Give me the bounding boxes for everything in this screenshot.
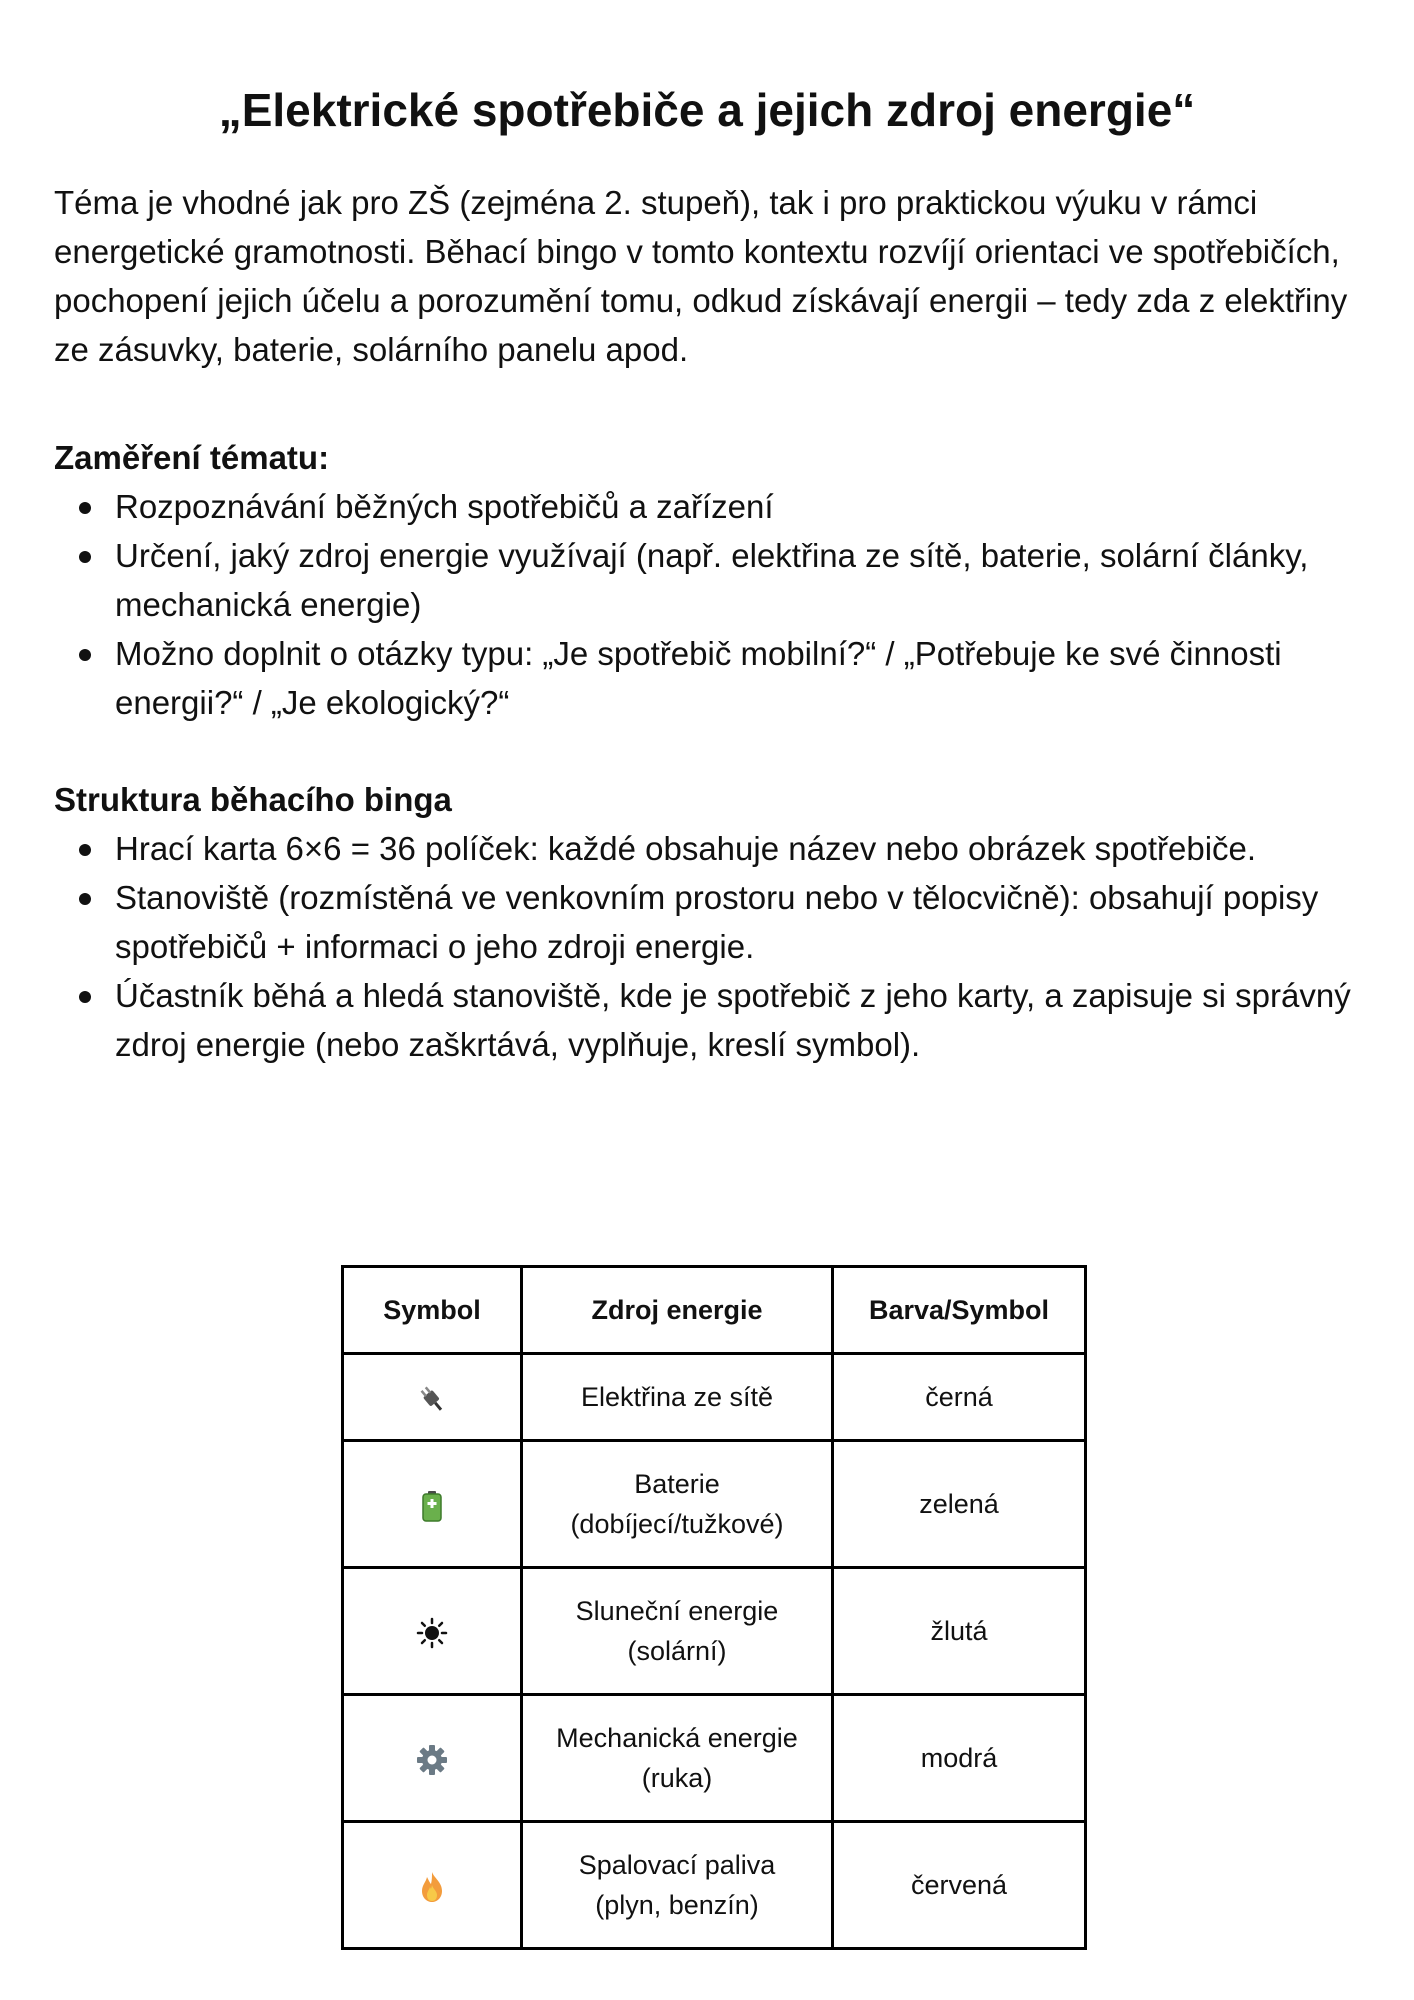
- list-item: [54, 531, 1374, 629]
- color-cell: černá: [833, 1354, 1086, 1441]
- table-row: [343, 1441, 1086, 1568]
- list-item-text: Stanoviště (rozmístěná ve venkovním prostoru nebo v tělocvičně): obsahují popisy spotřebičů + informaci o jeho zdroji energie.: [115, 879, 1319, 965]
- gear-icon: [416, 1744, 448, 1776]
- list-item-text: Možno doplnit o otázky typu: „Je spotřebič mobilní?“ / „Potřebuje ke své činnosti energii?“ / „Je ekologický?“: [115, 635, 1282, 721]
- symbol-cell: [343, 1354, 522, 1441]
- table-row: [343, 1822, 1086, 1949]
- color-cell: červená: [833, 1822, 1086, 1949]
- table-row: [343, 1354, 1086, 1441]
- header-color: Barva/Symbol: [833, 1267, 1086, 1354]
- symbol-cell: [343, 1441, 522, 1568]
- bullet-icon: [79, 502, 91, 514]
- source-cell: [522, 1354, 833, 1441]
- source-cell: [522, 1822, 833, 1949]
- sun-icon: [416, 1617, 448, 1649]
- source-sublabel: (dobíjecí/tužkové): [570, 1509, 784, 1539]
- source-sublabel: (solární): [627, 1636, 727, 1666]
- fire-icon: [417, 1871, 447, 1903]
- table-row: [343, 1568, 1086, 1695]
- list-item: [54, 482, 1374, 531]
- table-header-row: [343, 1267, 1086, 1354]
- list-item-text: Účastník běhá a hledá stanoviště, kde je spotřebič z jeho karty, a zapisuje si správný zdroj energie (nebo zaškrtává, vyplňuje, kreslí symbol).: [115, 977, 1351, 1063]
- symbol-cell: [343, 1568, 522, 1695]
- table-row: [343, 1695, 1086, 1822]
- document-title: „Elektrické spotřebiče a jejich zdroj energie“: [218, 84, 1196, 136]
- header-source: Zdroj energie: [522, 1267, 833, 1354]
- source-sublabel: (ruka): [641, 1763, 713, 1793]
- intro-paragraph: Téma je vhodné jak pro ZŠ (zejména 2. stupeň), tak i pro praktickou výuku v rámci energetické gramotnosti. Běhací bingo v tomto kontextu rozvíjí orientaci ve spotřebičích, pochopení jejich účelu a porozumění tomu, odkud získávají energii – tedy zda z elektřiny ze zásuvky, baterie, solárního panelu apod.: [54, 184, 1348, 368]
- energy-source-table: [341, 1265, 1087, 1950]
- list-item: [54, 629, 1374, 727]
- color-cell: zelená: [833, 1441, 1086, 1568]
- structure-heading: Struktura běhacího binga: [54, 781, 452, 818]
- list-item: [54, 873, 1374, 971]
- list-item: [54, 824, 1374, 873]
- bullet-icon: [79, 551, 91, 563]
- list-item: [54, 971, 1374, 1069]
- list-item-text: Určení, jaký zdroj energie využívají (např. elektřina ze sítě, baterie, solární články, mechanická energie): [115, 537, 1309, 623]
- color-cell: modrá: [833, 1695, 1086, 1822]
- source-label: Spalovací paliva: [578, 1850, 776, 1880]
- header-symbol: Symbol: [343, 1267, 522, 1354]
- source-label: Mechanická energie: [556, 1723, 798, 1753]
- source-label: Baterie: [634, 1469, 720, 1499]
- source-cell: [522, 1695, 833, 1822]
- source-cell: [522, 1568, 833, 1695]
- bullet-icon: [79, 844, 91, 856]
- focus-list: [54, 482, 1374, 727]
- source-sublabel: (plyn, benzín): [595, 1890, 759, 1920]
- color-cell: žlutá: [833, 1568, 1086, 1695]
- source-cell: [522, 1441, 833, 1568]
- symbol-cell: [343, 1695, 522, 1822]
- plug-icon: [417, 1384, 447, 1414]
- battery-icon: [417, 1490, 447, 1522]
- bullet-icon: [79, 893, 91, 905]
- bullet-icon: [79, 649, 91, 661]
- structure-list: [54, 824, 1374, 1069]
- symbol-cell: [343, 1822, 522, 1949]
- focus-heading: Zaměření tématu:: [54, 439, 330, 476]
- list-item-text: Hrací karta 6×6 = 36 políček: každé obsahuje název nebo obrázek spotřebiče.: [115, 830, 1257, 867]
- list-item-text: Rozpoznávání běžných spotřebičů a zařízení: [115, 488, 774, 525]
- bullet-icon: [79, 991, 91, 1003]
- source-label: Elektřina ze sítě: [580, 1382, 774, 1412]
- source-label: Sluneční energie: [575, 1596, 779, 1626]
